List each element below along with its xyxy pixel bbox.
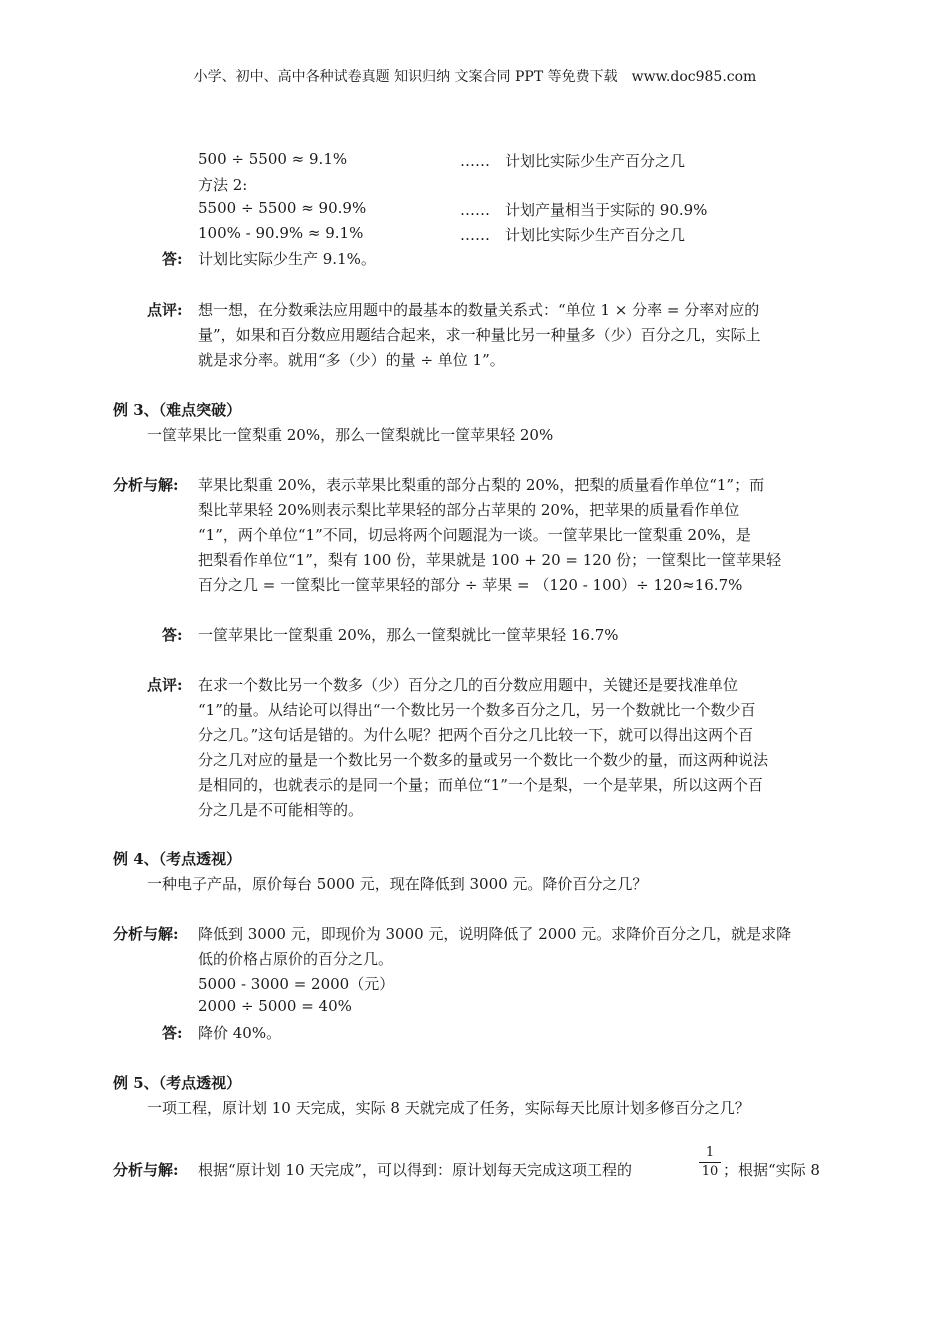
analysis-line: “1”，两个单位“1”不同，切忌将两个问题混为一谈。一筐苹果比一筐梨重 20%，是 — [198, 526, 751, 544]
example-title: 例 3、（难点突破） — [113, 401, 242, 419]
calc-line: 100% - 90.9% ≈ 9.1% — [198, 224, 364, 242]
analysis-line: 梨比苹果轻 20%则表示梨比苹果轻的部分占苹果的 20%，把苹果的质量看作单位 — [198, 501, 740, 519]
answer-text: 一筐苹果比一筐梨重 20%，那么一筐梨就比一筐苹果轻 16.7% — [198, 626, 619, 644]
comment-line: “1”的量。从结论可以得出“一个数比另一个数多百分之几，另一个数就比一个数少百 — [198, 701, 756, 719]
fraction — [699, 1146, 721, 1179]
analysis-line: 降低到 3000 元，即现价为 3000 元，说明降低了 2000 元。求降价百分之几，就是求降 — [198, 925, 792, 943]
analysis-label: 分析与解: — [113, 1161, 179, 1179]
answer-label: 答: — [162, 626, 183, 644]
example-problem: 一项工程，原计划 10 天完成，实际 8 天就完成了任务，实际每天比原计划多修百分之几？ — [147, 1099, 750, 1117]
comment-line: 是相同的，也就表示的是同一个量；而单位“1”一个是梨，一个是苹果，所以这两个百 — [198, 776, 763, 794]
fraction-numerator: 1 — [705, 1145, 715, 1160]
calc-line: 5000 - 3000 = 2000（元） — [198, 975, 395, 993]
analysis-line: 低的价格占原价的百分之几。 — [198, 950, 394, 968]
fraction-denominator: 10 — [701, 1164, 719, 1179]
calc-note: …… 计划比实际少生产百分之几 — [460, 152, 686, 170]
fraction-bar — [699, 1162, 721, 1163]
analysis-line: 百分之几 = 一筐梨比一筐苹果轻的部分 ÷ 苹果 = （120 - 100）÷ 120≈16.7% — [198, 576, 743, 594]
analysis-line: ；根据“实际 8 — [723, 1161, 820, 1179]
analysis-line: 苹果比梨重 20%，表示苹果比梨重的部分占梨的 20%，把梨的质量看作单位“1”；而 — [198, 476, 765, 494]
comment-label: 点评: — [147, 301, 183, 319]
calc-note: …… 计划比实际少生产百分之几 — [460, 226, 686, 244]
answer-label: 答: — [162, 1024, 183, 1042]
calc-line: 500 ÷ 5500 ≈ 9.1% — [198, 150, 348, 168]
analysis-line: 根据“原计划 10 天完成”，可以得到：原计划每天完成这项工程的 — [198, 1161, 632, 1179]
answer-text: 计划比实际少生产 9.1%。 — [198, 250, 376, 268]
comment-line: 分之几。”这句话是错的。为什么呢？把两个百分之几比较一下，就可以得出这两个百 — [198, 726, 754, 744]
calc-line: 5500 ÷ 5500 ≈ 90.9% — [198, 199, 367, 217]
analysis-label: 分析与解: — [113, 476, 179, 494]
analysis-label: 分析与解: — [113, 925, 179, 943]
answer-text: 降价 40%。 — [198, 1024, 282, 1042]
example-title: 例 4、（考点透视） — [113, 850, 242, 868]
comment-line: 想一想，在分数乘法应用题中的最基本的数量关系式：“单位 1 × 分率 = 分率对应的 — [198, 301, 760, 319]
example-title: 例 5、（考点透视） — [113, 1074, 242, 1092]
analysis-line: 把梨看作单位“1”，梨有 100 份，苹果就是 100 + 20 = 120 份；一筐梨比一筐苹果轻 — [198, 551, 782, 569]
example-problem: 一筐苹果比一筐梨重 20%，那么一筐梨就比一筐苹果轻 20% — [147, 426, 554, 444]
page-header: 小学、初中、高中各种试卷真题 知识归纳 文案合同 PPT 等免费下载 www.doc985.com — [193, 69, 757, 85]
calc-note: …… 计划产量相当于实际的 90.9% — [460, 201, 708, 219]
comment-line: 就是求分率。就用“多（少）的量 ÷ 单位 1”。 — [198, 351, 505, 369]
comment-label: 点评: — [147, 676, 183, 694]
comment-line: 分之几对应的量是一个数比另一个数多的量或另一个数比一个数少的量，而这两种说法 — [198, 751, 769, 769]
method-label: 方法 2: — [198, 176, 248, 194]
comment-line: 分之几是不可能相等的。 — [198, 801, 364, 819]
comment-line: 在求一个数比另一个数多（少）百分之几的百分数应用题中，关键还是要找准单位 — [198, 676, 739, 694]
example-problem: 一种电子产品，原价每台 5000 元，现在降低到 3000 元。降价百分之几？ — [147, 875, 648, 893]
answer-label: 答: — [162, 250, 183, 268]
calc-line: 2000 ÷ 5000 = 40% — [198, 997, 352, 1015]
comment-line: 量”，如果和百分数应用题结合起来，求一种量比另一种量多（少）百分之几，实际上 — [198, 326, 761, 344]
